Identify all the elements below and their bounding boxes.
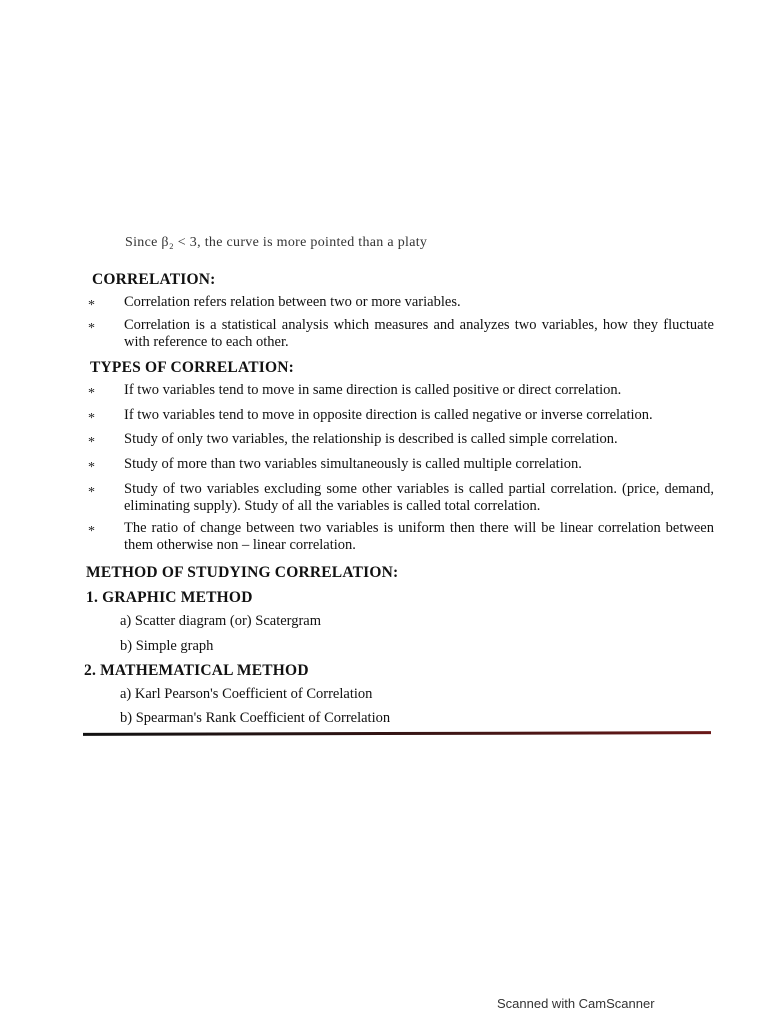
bullet-marker: * [88,298,95,313]
correlation-bullet-2: Correlation is a statistical analysis which measures and analyzes two variables, how they fluctuate with reference to each other. [124,317,714,350]
mathematical-item-a: a) Karl Pearson's Coefficient of Correlation [120,686,373,702]
correlation-bullet-1: Correlation refers relation between two or more variables. [124,294,461,310]
mathematical-item-b: b) Spearman's Rank Coefficient of Correlation [120,710,391,726]
bullet-marker: * [88,386,95,401]
bullet-marker: * [88,321,95,336]
heading-graphic-method: 1. GRAPHIC METHOD [86,589,253,606]
graphic-item-b: b) Simple graph [120,638,214,654]
heading-types-of-correlation: TYPES OF CORRELATION: [90,359,294,376]
types-bullet-5: Study of two variables excluding some other variables is called partial correlation. (price, demand, eliminating supply). Study of all the variables is called total correlation. [124,481,714,514]
types-bullet-2: If two variables tend to move in opposite direction is called negative or inverse correlation. [124,407,653,423]
horizontal-rule [83,731,711,736]
bullet-marker: * [88,485,95,500]
types-bullet-3: Study of only two variables, the relationship is described is called simple correlation. [124,431,618,447]
heading-correlation: CORRELATION: [92,271,216,288]
bullet-marker: * [88,524,95,539]
heading-method-of-studying: METHOD OF STUDYING CORRELATION: [86,564,399,581]
graphic-item-a: a) Scatter diagram (or) Scatergram [120,613,322,629]
cut-off-text-line: Since β₂ < 3, the curve is more pointed than a platy [125,235,428,250]
bullet-marker: * [88,435,95,450]
heading-mathematical-method: 2. MATHEMATICAL METHOD [84,662,309,679]
types-bullet-6: The ratio of change between two variables is uniform then there will be linear correlation between them otherwise non – linear correlation. [124,520,714,553]
types-bullet-1: If two variables tend to move in same direction is called positive or direct correlation. [124,382,622,398]
bullet-marker: * [88,411,95,426]
camscanner-watermark: Scanned with CamScanner [497,996,655,1011]
types-bullet-4: Study of more than two variables simultaneously is called multiple correlation. [124,456,582,472]
bullet-marker: * [88,460,95,475]
